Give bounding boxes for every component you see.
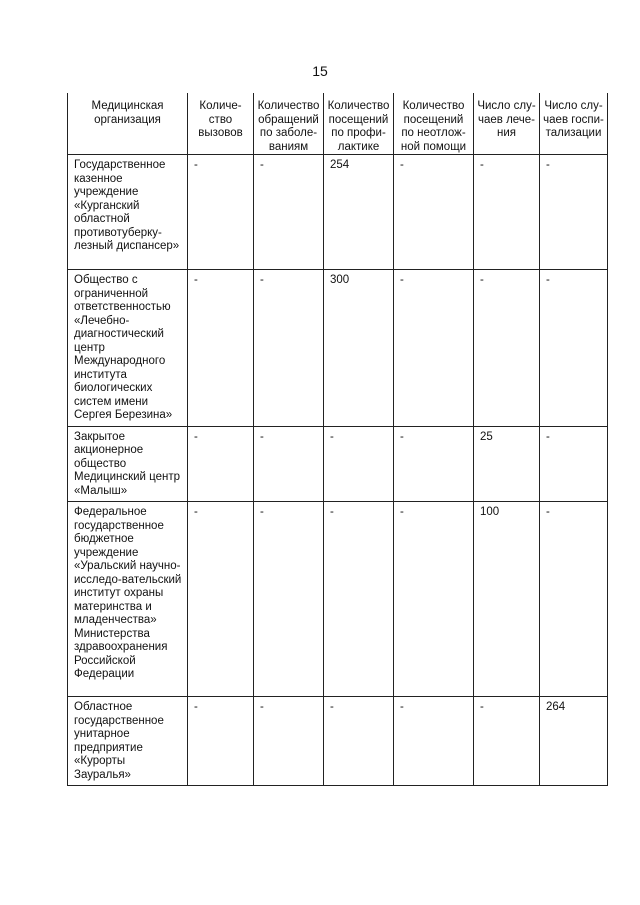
cell-visits-prevention: 254 bbox=[324, 155, 394, 270]
header-organization: Медицинская организация bbox=[68, 93, 188, 155]
cell-treatment-cases: - bbox=[474, 155, 540, 270]
table-row bbox=[68, 697, 608, 786]
cell-visits-prevention: - bbox=[324, 426, 394, 502]
table-header-row bbox=[68, 93, 608, 155]
cell-visits-disease: - bbox=[254, 270, 324, 427]
cell-hospitalization-cases: 264 bbox=[540, 697, 608, 786]
header-visits-prevention: Количество посещений по профи-лактике bbox=[324, 93, 394, 155]
header-visits-disease: Количество обращений по заболе-ваниям bbox=[254, 93, 324, 155]
cell-hospitalization-cases: - bbox=[540, 270, 608, 427]
cell-visits-prevention: - bbox=[324, 502, 394, 697]
cell-organization: Областное государственное унитарное предприятие «Курорты Зауралья» bbox=[68, 697, 188, 786]
cell-visits-disease: - bbox=[254, 502, 324, 697]
table-row bbox=[68, 426, 608, 502]
cell-organization: Государственное казенное учреждение «Курганский областной противотуберку-лезный диспансер» bbox=[68, 155, 188, 270]
table-row bbox=[68, 270, 608, 427]
table-row bbox=[68, 502, 608, 697]
cell-calls: - bbox=[188, 697, 254, 786]
cell-visits-disease: - bbox=[254, 697, 324, 786]
cell-visits-urgent: - bbox=[394, 502, 474, 697]
header-calls: Количе-ство вызовов bbox=[188, 93, 254, 155]
cell-treatment-cases: - bbox=[474, 697, 540, 786]
cell-visits-disease: - bbox=[254, 155, 324, 270]
cell-calls: - bbox=[188, 426, 254, 502]
cell-organization: Общество с ограниченной ответственностью «Лечебно-диагностический центр Международного института биологических систем имени Сергея Березина» bbox=[68, 270, 188, 427]
header-visits-urgent: Количество посещений по неотлож-ной помощи bbox=[394, 93, 474, 155]
header-treatment-cases: Число слу-чаев лече-ния bbox=[474, 93, 540, 155]
cell-hospitalization-cases: - bbox=[540, 426, 608, 502]
cell-visits-prevention: 300 bbox=[324, 270, 394, 427]
cell-calls: - bbox=[188, 155, 254, 270]
cell-hospitalization-cases: - bbox=[540, 502, 608, 697]
cell-calls: - bbox=[188, 502, 254, 697]
cell-hospitalization-cases: - bbox=[540, 155, 608, 270]
cell-organization: Федеральное государственное бюджетное учреждение «Уральский научно-исследо-вательский институт охраны материнства и младенчества» Министерства здравоохранения Российской Федерации bbox=[68, 502, 188, 697]
cell-organization: Закрытое акционерное общество Медицинский центр «Малыш» bbox=[68, 426, 188, 502]
cell-treatment-cases: - bbox=[474, 270, 540, 427]
cell-visits-urgent: - bbox=[394, 155, 474, 270]
cell-treatment-cases: 100 bbox=[474, 502, 540, 697]
cell-visits-urgent: - bbox=[394, 697, 474, 786]
cell-calls: - bbox=[188, 270, 254, 427]
cell-visits-urgent: - bbox=[394, 426, 474, 502]
table-row bbox=[68, 155, 608, 270]
cell-visits-prevention: - bbox=[324, 697, 394, 786]
cell-visits-disease: - bbox=[254, 426, 324, 502]
cell-visits-urgent: - bbox=[394, 270, 474, 427]
page-number: 15 bbox=[312, 63, 328, 79]
header-hospitalization-cases: Число слу-чаев госпи-тализации bbox=[540, 93, 608, 155]
cell-treatment-cases: 25 bbox=[474, 426, 540, 502]
medical-organizations-table bbox=[67, 93, 608, 786]
